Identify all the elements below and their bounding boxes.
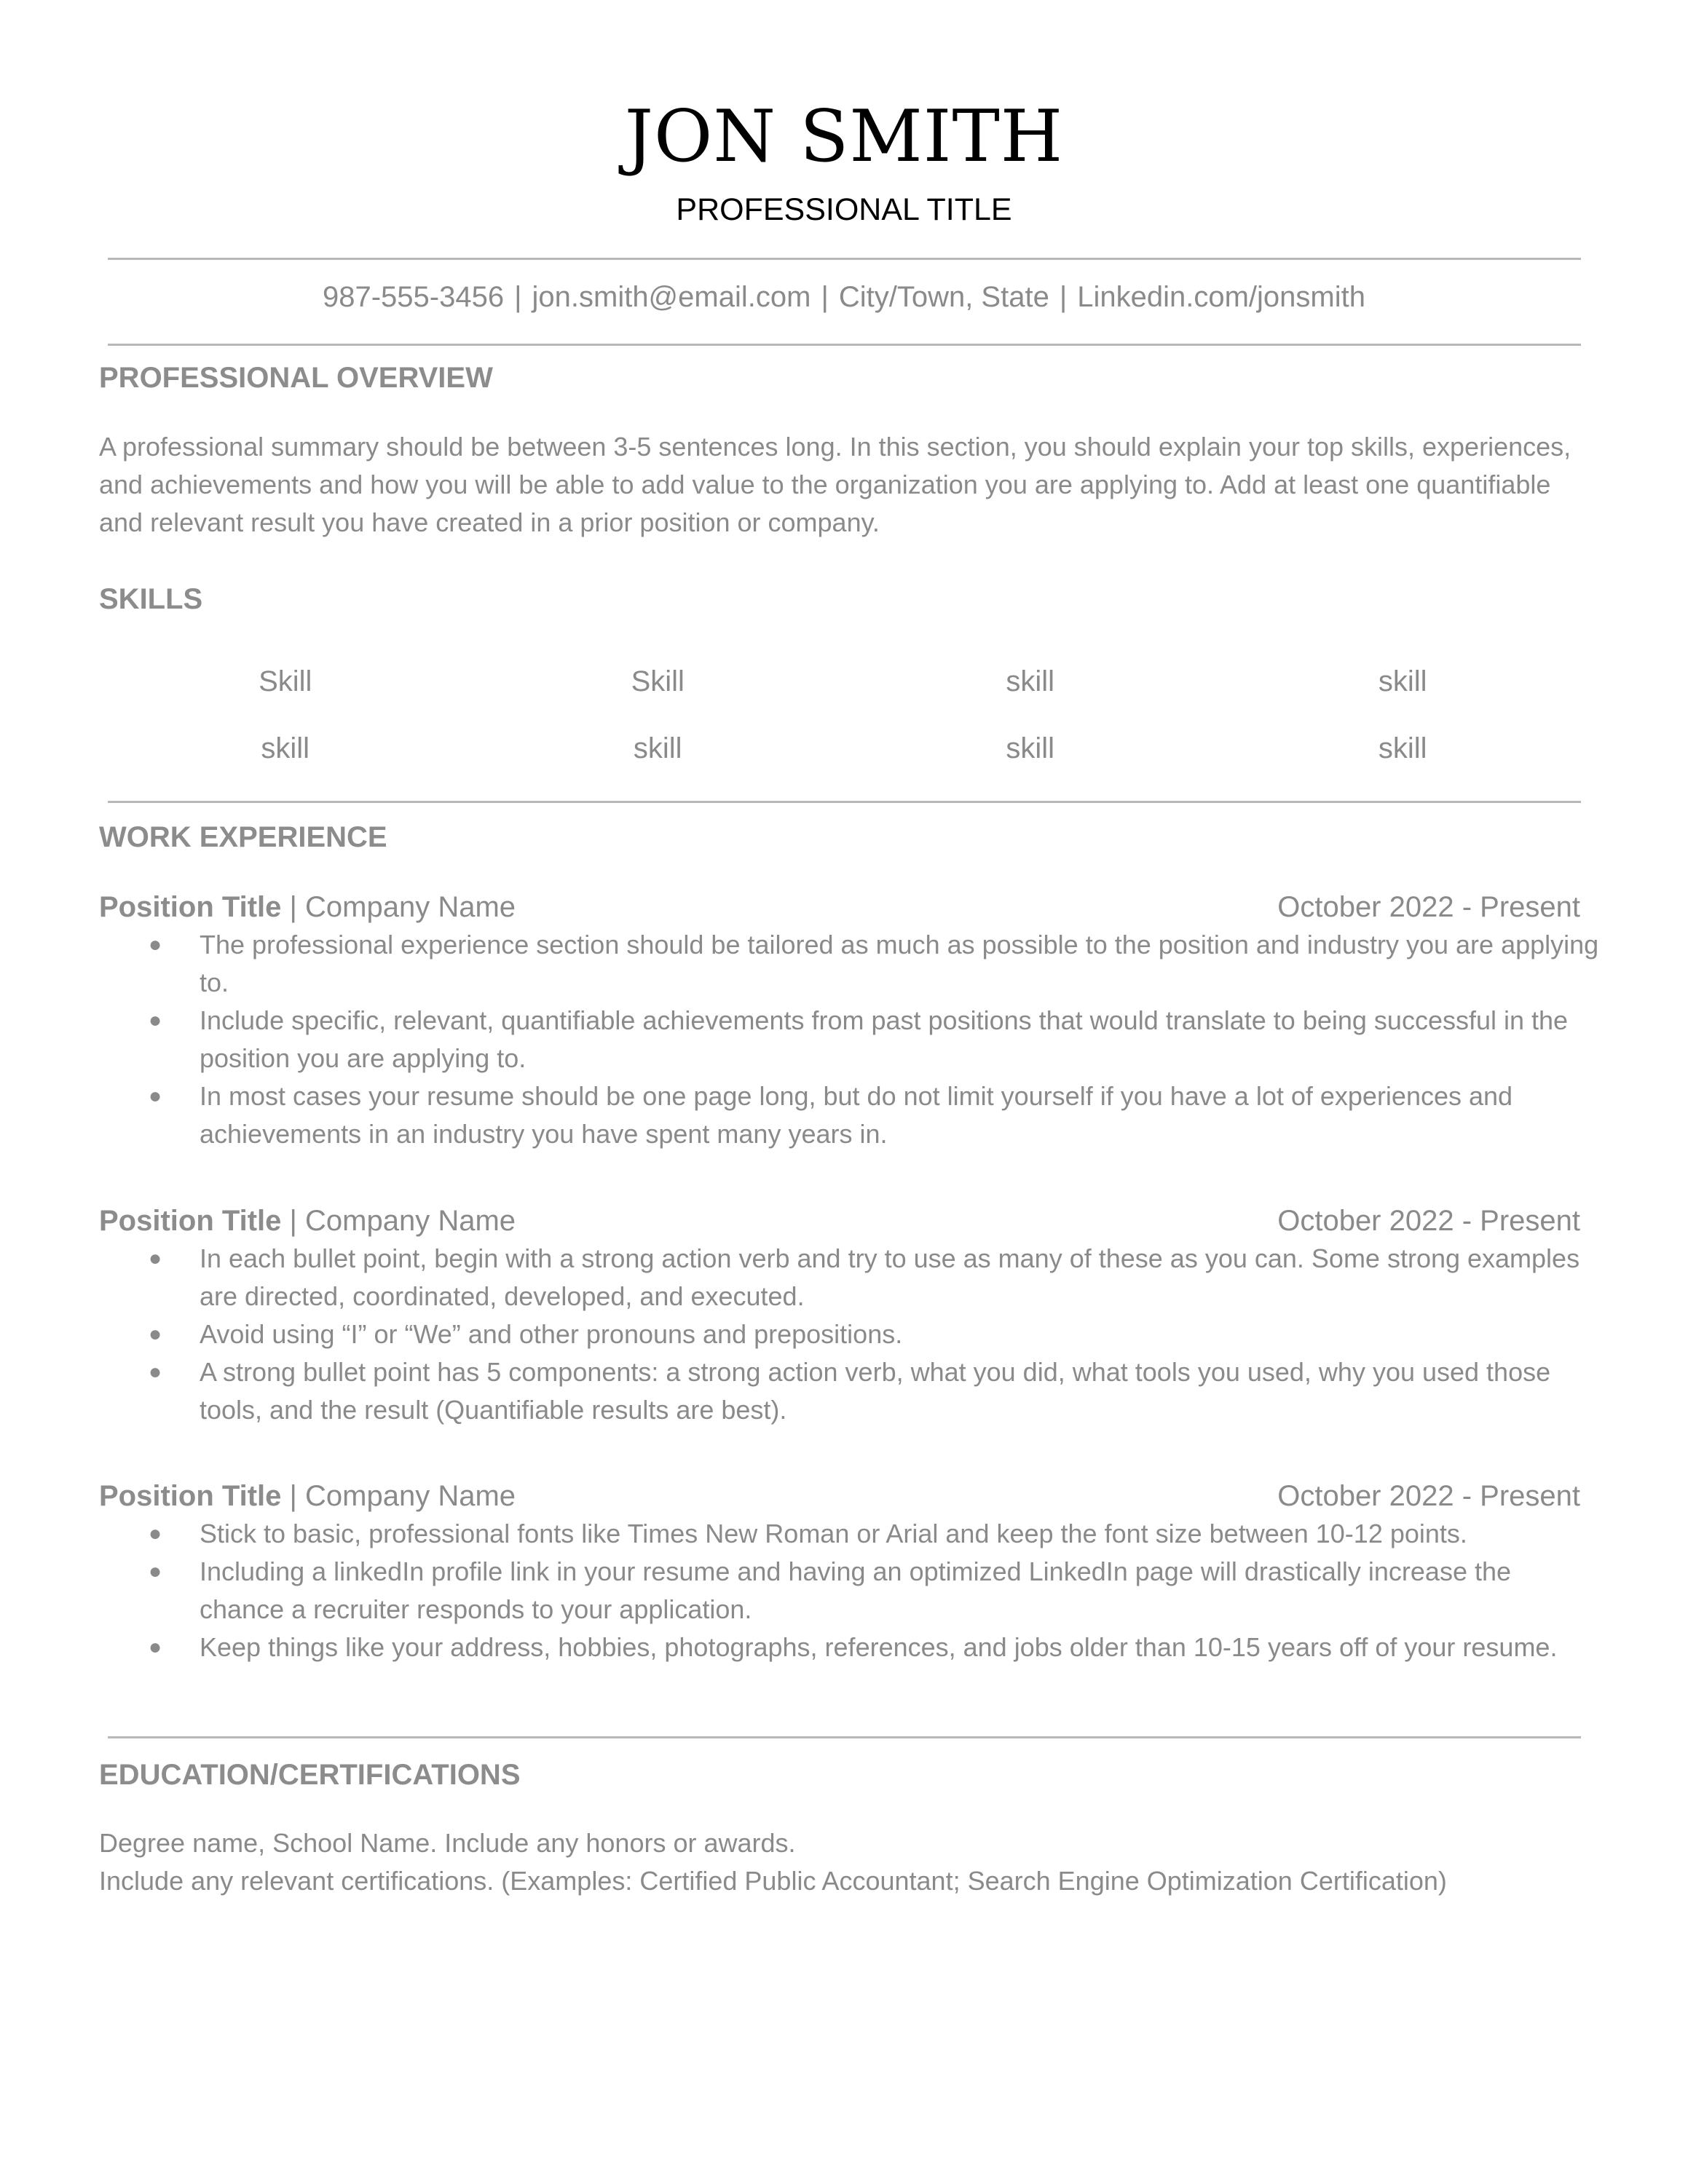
bullet-dot-icon: ● bbox=[149, 1084, 162, 1108]
job-bullets bbox=[99, 1240, 1599, 1429]
job-company: Company Name bbox=[305, 1480, 516, 1512]
bullet-dot-icon: ● bbox=[149, 1635, 162, 1659]
skill-item: Skill bbox=[631, 665, 685, 697]
divider bbox=[108, 258, 1581, 260]
job-bullets bbox=[99, 1515, 1599, 1666]
bullet-dot-icon: ● bbox=[149, 1246, 162, 1270]
bullet-text: Including a linkedIn profile link in your resume and having an optimized LinkedIn page will drastically increase the chance a recruiter responds to your application. bbox=[200, 1556, 1512, 1624]
job-dates: October 2022 - Present bbox=[1277, 891, 1580, 923]
skill-item: skill bbox=[633, 732, 682, 764]
education-line: Degree name, School Name. Include any honors or awards. bbox=[99, 1828, 796, 1858]
contact-phone: 987-555-3456 bbox=[323, 281, 505, 313]
bullet-text: Include specific, relevant, quantifiable achievements from past positions that would translate to being successful in the position you are applying to. bbox=[200, 1005, 1569, 1073]
education-block bbox=[99, 1824, 1599, 1900]
bullet-text: In most cases your resume should be one page long, but do not limit yourself if you have a lot of experiences and achievements in an industry you have spent many years in. bbox=[200, 1081, 1513, 1149]
job-position: Position Title bbox=[99, 1205, 282, 1237]
job-bullets bbox=[99, 926, 1599, 1153]
list-item bbox=[99, 1353, 1599, 1429]
bullet-text: Stick to basic, professional fonts like Times New Roman or Arial and keep the font size between 10-12 points. bbox=[200, 1519, 1467, 1548]
skill-item: skill bbox=[1378, 665, 1427, 697]
job-company: Company Name bbox=[305, 891, 516, 923]
candidate-name: JON SMITH bbox=[624, 95, 1064, 178]
job-header bbox=[99, 888, 1580, 926]
section-heading-experience: WORK EXPERIENCE bbox=[99, 821, 387, 853]
contact-line bbox=[0, 278, 1688, 316]
bullet-dot-icon: ● bbox=[149, 933, 162, 957]
section-heading-overview: PROFESSIONAL OVERVIEW bbox=[99, 362, 493, 394]
contact-email: jon.smith@email.com bbox=[532, 281, 811, 313]
job-header bbox=[99, 1202, 1580, 1240]
divider bbox=[108, 344, 1581, 346]
job-position: Position Title bbox=[99, 891, 282, 923]
list-item bbox=[99, 1629, 1599, 1666]
contact-separator: | bbox=[1059, 281, 1068, 313]
job-header bbox=[99, 1477, 1580, 1515]
job-dates: October 2022 - Present bbox=[1277, 1480, 1580, 1512]
job-position: Position Title bbox=[99, 1480, 282, 1512]
bullet-text: Keep things like your address, hobbies, photographs, references, and jobs older than 10-15 years off of your resume. bbox=[200, 1632, 1558, 1662]
job-separator: | bbox=[289, 1480, 297, 1512]
list-item bbox=[99, 926, 1599, 1002]
bullet-dot-icon: ● bbox=[149, 1522, 162, 1546]
skill-item: skill bbox=[1378, 732, 1427, 764]
skill-item: skill bbox=[1006, 732, 1055, 764]
list-item bbox=[99, 1002, 1599, 1077]
bullet-dot-icon: ● bbox=[149, 1559, 162, 1583]
divider bbox=[108, 801, 1581, 803]
contact-linkedin: Linkedin.com/jonsmith bbox=[1077, 281, 1365, 313]
skills-grid bbox=[99, 662, 1589, 767]
job-company: Company Name bbox=[305, 1205, 516, 1237]
section-heading-skills: SKILLS bbox=[99, 583, 203, 615]
bullet-dot-icon: ● bbox=[149, 1322, 162, 1346]
list-item bbox=[99, 1553, 1599, 1629]
education-line: Include any relevant certifications. (Examples: Certified Public Accountant; Search Engine Optimization Certification) bbox=[99, 1866, 1447, 1896]
bullet-text: The professional experience section should be tailored as much as possible to the position and industry you are applying to. bbox=[200, 930, 1599, 997]
skill-item: skill bbox=[1006, 665, 1055, 697]
bullet-dot-icon: ● bbox=[149, 1360, 162, 1384]
divider bbox=[108, 1736, 1581, 1738]
list-item bbox=[99, 1240, 1599, 1315]
skill-item: Skill bbox=[259, 665, 312, 697]
bullet-text: Avoid using “I” or “We” and other pronouns and prepositions. bbox=[200, 1319, 903, 1349]
bullet-text: In each bullet point, begin with a strong action verb and try to use as many of these as you can. Some strong examples are directed, coordinated, developed, and executed. bbox=[200, 1243, 1580, 1311]
contact-separator: | bbox=[514, 281, 522, 313]
job-separator: | bbox=[289, 1205, 297, 1237]
contact-separator: | bbox=[821, 281, 829, 313]
job-separator: | bbox=[289, 891, 297, 923]
skill-item: skill bbox=[261, 732, 310, 764]
list-item bbox=[99, 1515, 1599, 1553]
overview-text: A professional summary should be between 3-5 sentences long. In this section, you should explain your top skills, experiences, and achievements and how you will be able to add value to the organization you are applying to. Add at least one quantifiable and relevant result you have created in a prior position or company. bbox=[99, 432, 1571, 537]
job-dates: October 2022 - Present bbox=[1277, 1205, 1580, 1237]
list-item bbox=[99, 1315, 1599, 1353]
section-heading-education: EDUCATION/CERTIFICATIONS bbox=[99, 1759, 521, 1791]
bullet-text: A strong bullet point has 5 components: a strong action verb, what you did, what tools you used, why you used those tools, and the result (Quantifiable results are best). bbox=[200, 1357, 1551, 1425]
list-item bbox=[99, 1077, 1599, 1153]
contact-location: City/Town, State bbox=[838, 281, 1049, 313]
professional-title: PROFESSIONAL TITLE bbox=[676, 192, 1012, 227]
bullet-dot-icon: ● bbox=[149, 1008, 162, 1032]
